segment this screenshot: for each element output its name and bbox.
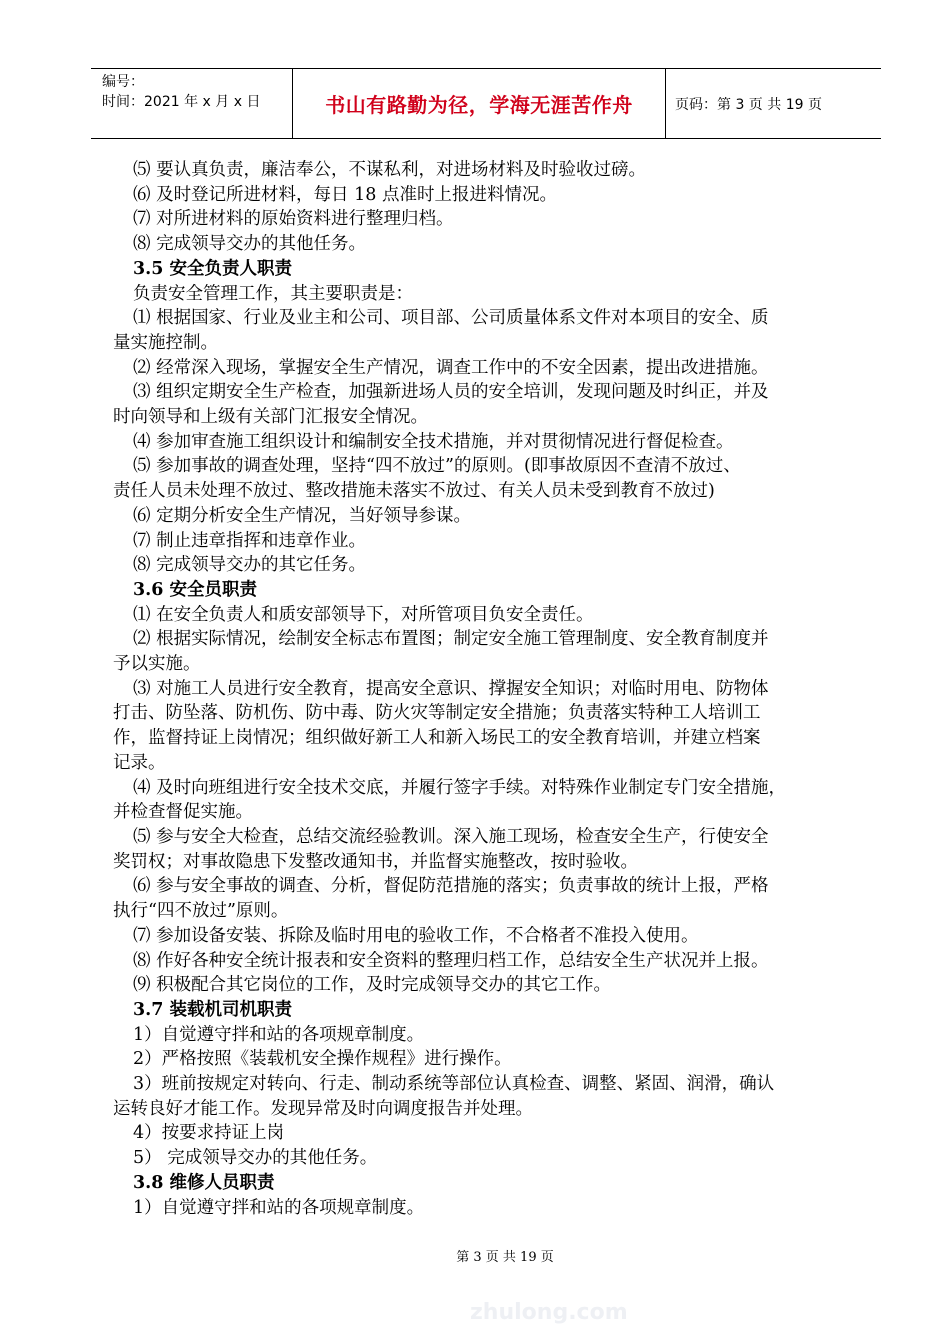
paragraph-line: 时向领导和上级有关部门汇报安全情况。 (113, 407, 428, 428)
paragraph-line: 量实施控制。 (113, 332, 218, 353)
paragraph-line: ⑴ 在安全负责人和质安部领导下，对所管项目负安全责任。 (133, 604, 594, 625)
paragraph-line: 予以实施。 (113, 654, 201, 675)
paragraph-line: ⑸ 参与安全大检查，总结交流经验教训。深入施工现场，检查安全生产，行使安全 (133, 826, 769, 847)
paragraph-line: 责任人员未处理不放过、整改措施未落实不放过、有关人员未受到教育不放过) (113, 481, 715, 502)
header-motto: 书山有路勤为径，学海无涯苦作舟 (293, 69, 666, 138)
header-meta (91, 69, 293, 138)
paragraph-line: ⑼ 积极配合其它岗位的工作，及时完成领导交办的其它工作。 (133, 975, 612, 996)
paragraph-line: ⑶ 组织定期安全生产检查，加强新进场人员的安全培训，发现问题及时纠正，并及 (133, 382, 769, 403)
section-heading: 3.6 安全员职责 (133, 579, 258, 600)
time-label: 时间：2021 年 x 月 x 日 (102, 94, 261, 110)
paragraph-line: 1）自觉遵守拌和站的各项规章制度。 (133, 1024, 425, 1045)
paragraph-line: ⑹ 及时登记所进材料，每日 18 点准时上报进料情况。 (133, 184, 557, 205)
paragraph-line: 5） 完成领导交办的其他任务。 (133, 1148, 378, 1169)
paragraph-line: ⑸ 参加事故的调查处理，坚持“四不放过”的原则。(即事故原因不查清不放过、 (133, 456, 741, 477)
paragraph-line: ⑵ 经常深入现场，掌握安全生产情况，调查工作中的不安全因素，提出改进措施。 (133, 357, 769, 378)
paragraph-line: ⑺ 对所进材料的原始资料进行整理归档。 (133, 209, 454, 230)
paragraph-line: ⑷ 及时向班组进行安全技术交底，并履行签字手续。对特殊作业制定专门安全措施， (133, 777, 787, 798)
paragraph-line: ⑷ 参加审查施工组织设计和编制安全技术措施，并对贯彻情况进行督促检查。 (133, 431, 734, 452)
paragraph-line: 奖罚权；对事故隐患下发整改通知书，并监督实施整改，按时验收。 (113, 851, 638, 872)
paragraph-line: 3）班前按规定对转向、行走、制动系统等部位认真检查、调整、紧固、润滑，确认 (133, 1074, 775, 1095)
paragraph-line: ⑴ 根据国家、行业及业主和公司、项目部、公司质量体系文件对本项目的安全、质 (133, 308, 769, 329)
paragraph-line: ⑹ 定期分析安全生产情况，当好领导参谋。 (133, 505, 472, 526)
paragraph-line: ⑶ 对施工人员进行安全教育，提高安全意识、撑握安全知识；对临时用电、防物体 (133, 678, 769, 699)
page-footer: 第 3 页 共 19 页 (456, 1250, 554, 1265)
paragraph-line: 记录。 (113, 752, 166, 773)
paragraph-line: 2）严格按照《装载机安全操作规程》进行操作。 (133, 1049, 512, 1070)
watermark: zhulong.com (470, 1300, 628, 1325)
section-heading: 3.8 维修人员职责 (133, 1172, 275, 1193)
paragraph-line: 运转良好才能工作。发现异常及时向调度报告并处理。 (113, 1098, 533, 1119)
paragraph-line: ⑻ 完成领导交办的其它任务。 (133, 555, 367, 576)
section-heading: 3.7 装载机司机职责 (133, 999, 293, 1020)
paragraph-line: ⑻ 完成领导交办的其他任务。 (133, 234, 367, 255)
paragraph-line: ⑺ 制止违章指挥和违章作业。 (133, 530, 367, 551)
paragraph-line: 负责安全管理工作，其主要职责是： (133, 283, 413, 304)
paragraph-line: ⑻ 作好各种安全统计报表和安全资料的整理归档工作，总结安全生产状况并上报。 (133, 950, 769, 971)
paragraph-line: 作，监督持证上岗情况；组织做好新工人和新入场民工的安全教育培训，并建立档案 (113, 728, 761, 749)
paragraph-line: ⑵ 根据实际情况，绘制安全标志布置图；制定安全施工管理制度、安全教育制度并 (133, 629, 769, 650)
serial-label: 编号： (102, 74, 144, 90)
header-page-label: 页码：第 3 页 共 19 页 (675, 96, 822, 113)
page-header (91, 68, 881, 139)
paragraph-line: 4）按要求持证上岗 (133, 1123, 285, 1144)
section-heading: 3.5 安全负责人职责 (133, 258, 293, 279)
paragraph-line: 并检查督促实施。 (113, 802, 253, 823)
paragraph-line: 打击、防坠落、防机伤、防中毒、防火灾等制定安全措施；负责落实特种工人培训工 (113, 703, 761, 724)
paragraph-line: 1）自觉遵守拌和站的各项规章制度。 (133, 1197, 425, 1218)
document-body (113, 158, 865, 1220)
paragraph-line: ⑺ 参加设备安装、拆除及临时用电的验收工作，不合格者不准投入使用。 (133, 925, 699, 946)
paragraph-line: ⑹ 参与安全事故的调查、分析，督促防范措施的落实；负责事故的统计上报，严格 (133, 876, 769, 897)
paragraph-line: ⑸ 要认真负责，廉洁奉公，不谋私利，对进场材料及时验收过磅。 (133, 160, 647, 180)
paragraph-line: 执行“四不放过”原则。 (113, 901, 289, 922)
